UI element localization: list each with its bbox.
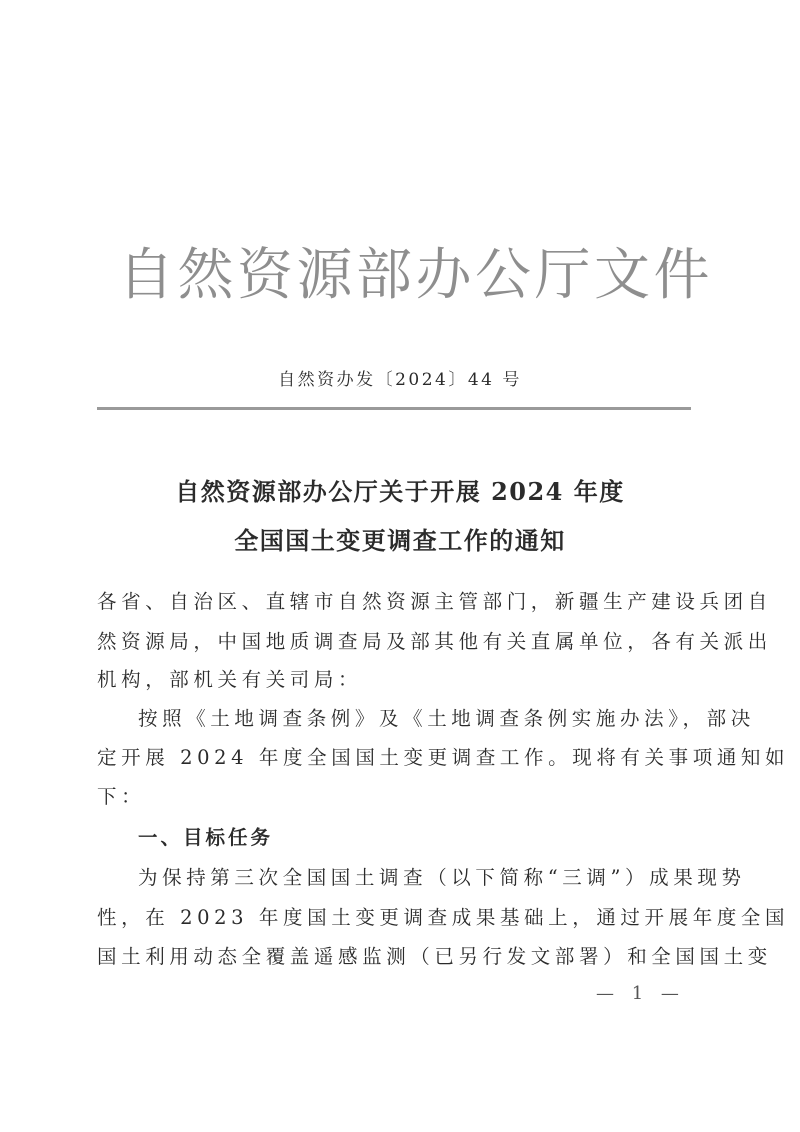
paragraph-objectives-line-3: 国土利用动态全覆盖遥感监测（已另行发文部署）和全国国土变 [97,945,772,968]
addressee-line-2: 然资源局，中国地质调查局及部其他有关直属单位，各有关派出 [97,630,772,653]
addressee-line-1: 各省、自治区、直辖市自然资源主管部门，新疆生产建设兵团自 [97,590,772,613]
addressee-line-3: 机构，部机关有关司局： [97,668,363,691]
notice-title-line-1: 自然资源部办公厅关于开展 2024 年度 [175,477,625,506]
header-divider-rule [97,407,691,410]
paragraph-intro-line-2: 定开展 2024 年度全国国土变更调查工作。现将有关事项通知如 [97,746,790,769]
page-number: — 1 — [596,983,685,1004]
section-heading-objectives: 一、目标任务 [138,826,274,849]
paragraph-intro-line-1: 按照《土地调查条例》及《土地调查条例实施办法》，部决 [138,707,755,730]
paragraph-objectives-line-2: 性，在 2023 年度国土变更调查成果基础上，通过开展年度全国 [97,906,790,929]
document-number: 自然资办发〔2024〕44 号 [278,370,522,390]
notice-title-line-2: 全国国土变更调查工作的通知 [234,526,566,555]
masthead-title: 自然资源部办公厅文件 [118,243,713,308]
paragraph-intro-line-3: 下： [97,785,146,808]
paragraph-objectives-line-1: 为保持第三次全国国土调查（以下简称“三调”）成果现势 [138,866,746,889]
